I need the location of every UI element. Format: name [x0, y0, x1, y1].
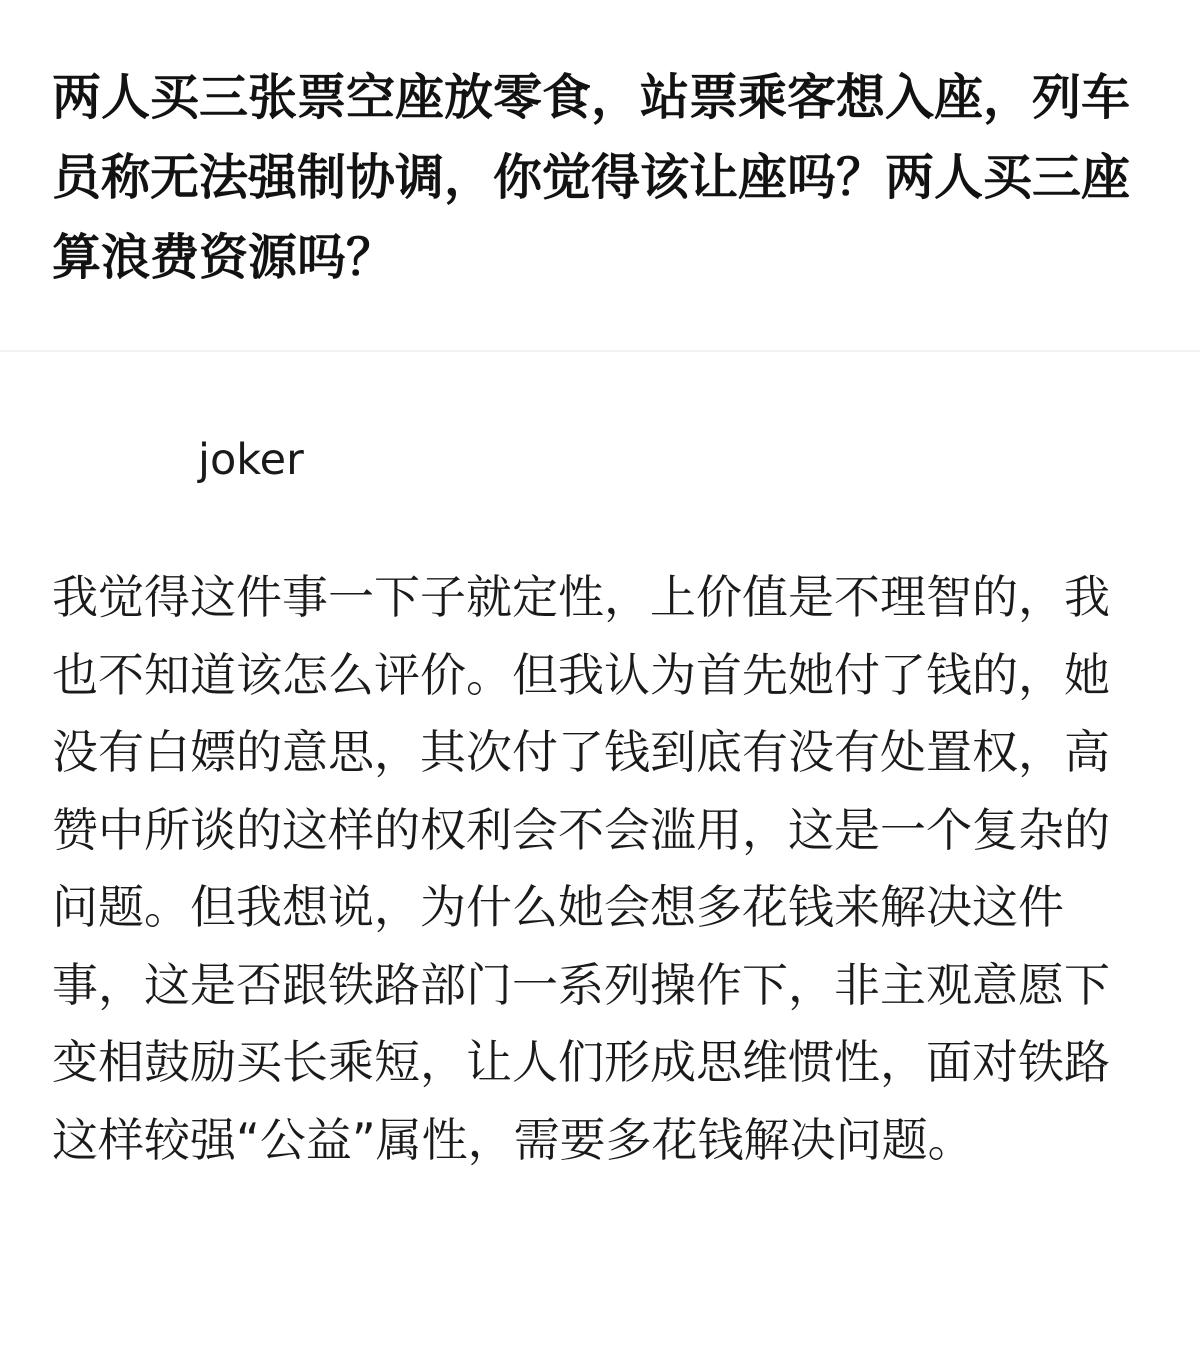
- answer-card: [0, 352, 1200, 1357]
- avatar[interactable]: [52, 430, 182, 490]
- answer-content: 我觉得这件事一下子就定性，上价值是不理智的，我也不知道该怎么评价。但我认为首先她付了钱的，她没有白嫖的意思，其次付了钱到底有没有处置权，高赞中所谈的这样的权利会不会滥用，这是一个复杂的问题。但我想说，为什么她会想多花钱来解决这件事，这是否跟铁路部门一系列操作下，非主观意愿下变相鼓励买长乘短，让人们形成思维惯性，面对铁路这样较强“公益”属性，需要多花钱解决问题。: [52, 570, 1110, 1167]
- question-header: [0, 0, 1200, 350]
- author-name[interactable]: joker: [198, 435, 304, 485]
- question-title[interactable]: 两人买三张票空座放零食，站票乘客想入座，列车员称无法强制协调，你觉得该让座吗？两人买三座算浪费资源吗？: [52, 69, 1131, 286]
- author-row[interactable]: [52, 430, 304, 490]
